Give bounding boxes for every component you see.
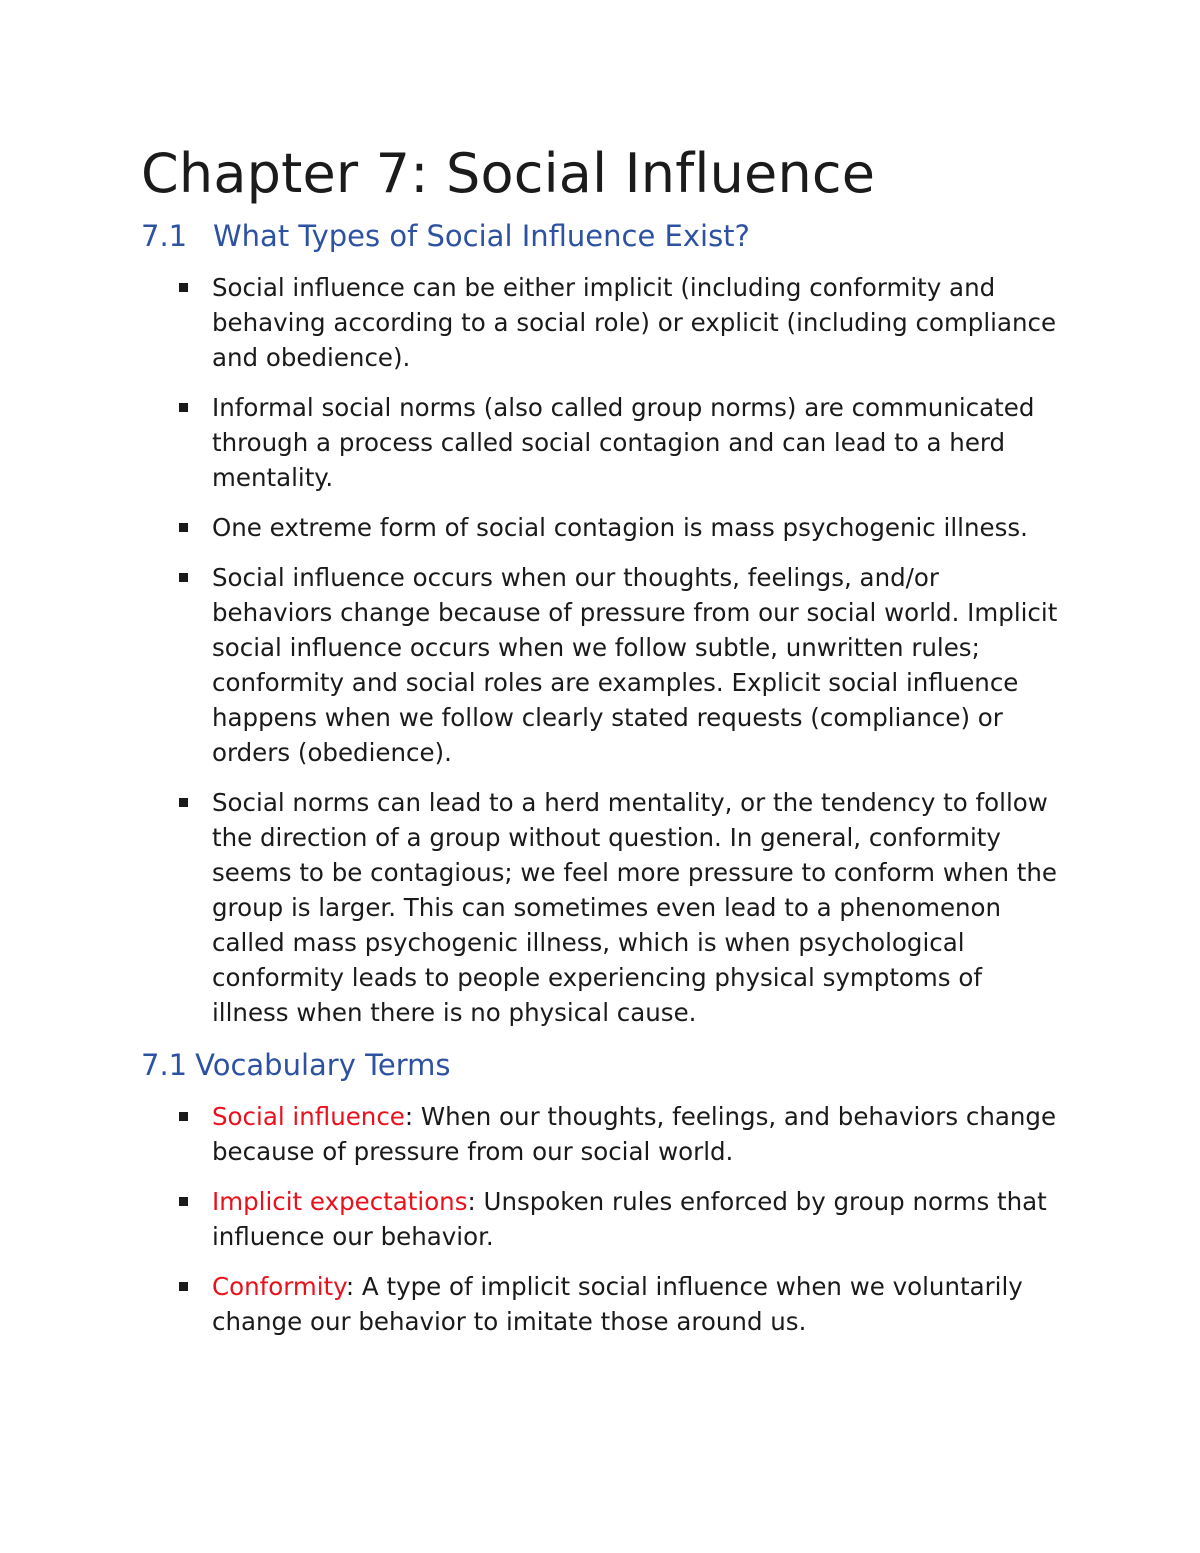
summary-list — [141, 270, 1060, 1030]
section-heading-text: What Types of Social Influence Exist? — [213, 219, 750, 253]
list-item — [212, 785, 1060, 1030]
square-bullet-icon — [179, 798, 188, 807]
section-heading-vocabulary — [141, 1045, 1060, 1085]
list-item-text: Social norms can lead to a herd mentality, or the tendency to follow the direction of a group without question. In general, conformity seems to be contagious; we feel more pressure to conform when the group is larger. This can sometimes even lead to a phenomenon called mass psychogenic illness, which is when psychological conformity leads to people experiencing physical symptoms of illness when there is no physical cause. — [212, 788, 1057, 1027]
list-item — [212, 510, 1060, 545]
section-number: 7.1 — [141, 219, 188, 253]
square-bullet-icon — [179, 573, 188, 582]
vocabulary-list — [141, 1099, 1060, 1339]
square-bullet-icon — [179, 1112, 188, 1121]
chapter-title: Chapter 7: Social Influence — [141, 142, 876, 205]
vocabulary-item — [212, 1269, 1060, 1339]
vocabulary-term: Implicit expectations — [212, 1187, 468, 1216]
vocabulary-term: Social influence — [212, 1102, 405, 1131]
section-heading-types — [141, 216, 1060, 256]
list-item — [212, 270, 1060, 375]
vocabulary-definition: : A type of implicit social influence when we voluntarily change our behavior to imitate those around us. — [212, 1272, 1023, 1336]
list-item — [212, 560, 1060, 770]
vocabulary-item — [212, 1184, 1060, 1254]
vocabulary-definition: : Unspoken rules enforced by group norms that influence our behavior. — [212, 1187, 1047, 1251]
vocabulary-term: Conformity — [212, 1272, 346, 1301]
square-bullet-icon — [179, 283, 188, 292]
section-heading-text: Vocabulary Terms — [195, 1048, 451, 1082]
square-bullet-icon — [179, 523, 188, 532]
square-bullet-icon — [179, 403, 188, 412]
list-item-text: One extreme form of social contagion is mass psychogenic illness. — [212, 513, 1028, 542]
section-number: 7.1 — [141, 1048, 188, 1082]
square-bullet-icon — [179, 1197, 188, 1206]
square-bullet-icon — [179, 1282, 188, 1291]
list-item-text: Social influence can be either implicit (including conformity and behaving according to a social role) or explicit (including compliance and obedience). — [212, 273, 1057, 372]
list-item-text: Social influence occurs when our thoughts, feelings, and/or behaviors change because of pressure from our social world. Implicit social influence occurs when we follow subtle, unwritten rules; conformity and social roles are examples. Explicit social influence happens when we follow clearly stated requests (compliance) or orders (obedience). — [212, 563, 1058, 767]
vocabulary-definition: : When our thoughts, feelings, and behaviors change because of pressure from our social world. — [212, 1102, 1057, 1166]
vocabulary-item — [212, 1099, 1060, 1169]
list-item — [212, 390, 1060, 495]
list-item-text: Informal social norms (also called group norms) are communicated through a process called social contagion and can lead to a herd mentality. — [212, 393, 1035, 492]
